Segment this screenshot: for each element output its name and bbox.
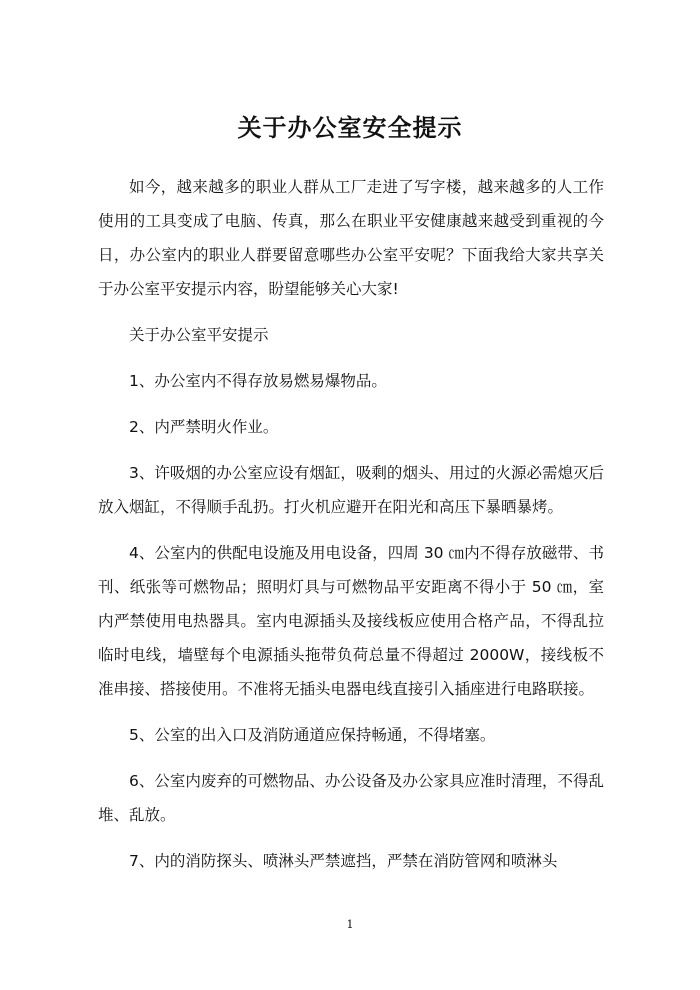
intro-paragraph: 如今，越来越多的职业人群从工厂走进了写字楼，越来越多的人工作使用的工具变成了电脑、传真，那么在职业平安健康越来越受到重视的今日，办公室内的职业人群要留意哪些办公室平安呢？下面我给大家共享关于办公室平安提示内容，盼望能够关心大家! <box>98 178 604 298</box>
tip-item-6: 6、公室内废弃的可燃物品、办公设备及办公家具应准时清理，不得乱堆、乱放。 <box>98 772 604 824</box>
page-number: 1 <box>346 918 354 931</box>
document-title: 关于办公室安全提示 <box>237 113 463 142</box>
section-heading: 关于办公室平安提示 <box>129 326 269 344</box>
tip-item-1: 1、办公室内不得存放易燃易爆物品。 <box>129 372 387 390</box>
document-body <box>98 170 604 890</box>
tip-item-2: 2、内严禁明火作业。 <box>129 418 279 436</box>
tip-item-7: 7、内的消防探头、喷淋头严禁遮挡，严禁在消防管网和喷淋头 <box>129 852 558 870</box>
tip-item-4: 4、公室内的供配电设施及用电设备，四周 30 ㎝内不得存放磁带、书刊、纸张等可燃物品；照明灯具与可燃物品平安距离不得小于 50 ㎝，室内严禁使用电热器具。室内电源插头及接线板应使用合格产品，不得乱拉临时电线，墙壁每个电源插头拖带负荷总量不得超过 2000W，接线板不准串接、搭接使用。不准将无插头电器电线直接引入插座进行电路联接。 <box>98 544 604 698</box>
tip-item-5: 5、公室的出入口及消防通道应保持畅通，不得堵塞。 <box>129 726 496 744</box>
tip-item-3: 3、许吸烟的办公室应设有烟缸，吸剩的烟头、用过的火源必需熄灭后放入烟缸，不得顺手乱扔。打火机应避开在阳光和高压下暴晒暴烤。 <box>98 464 604 516</box>
